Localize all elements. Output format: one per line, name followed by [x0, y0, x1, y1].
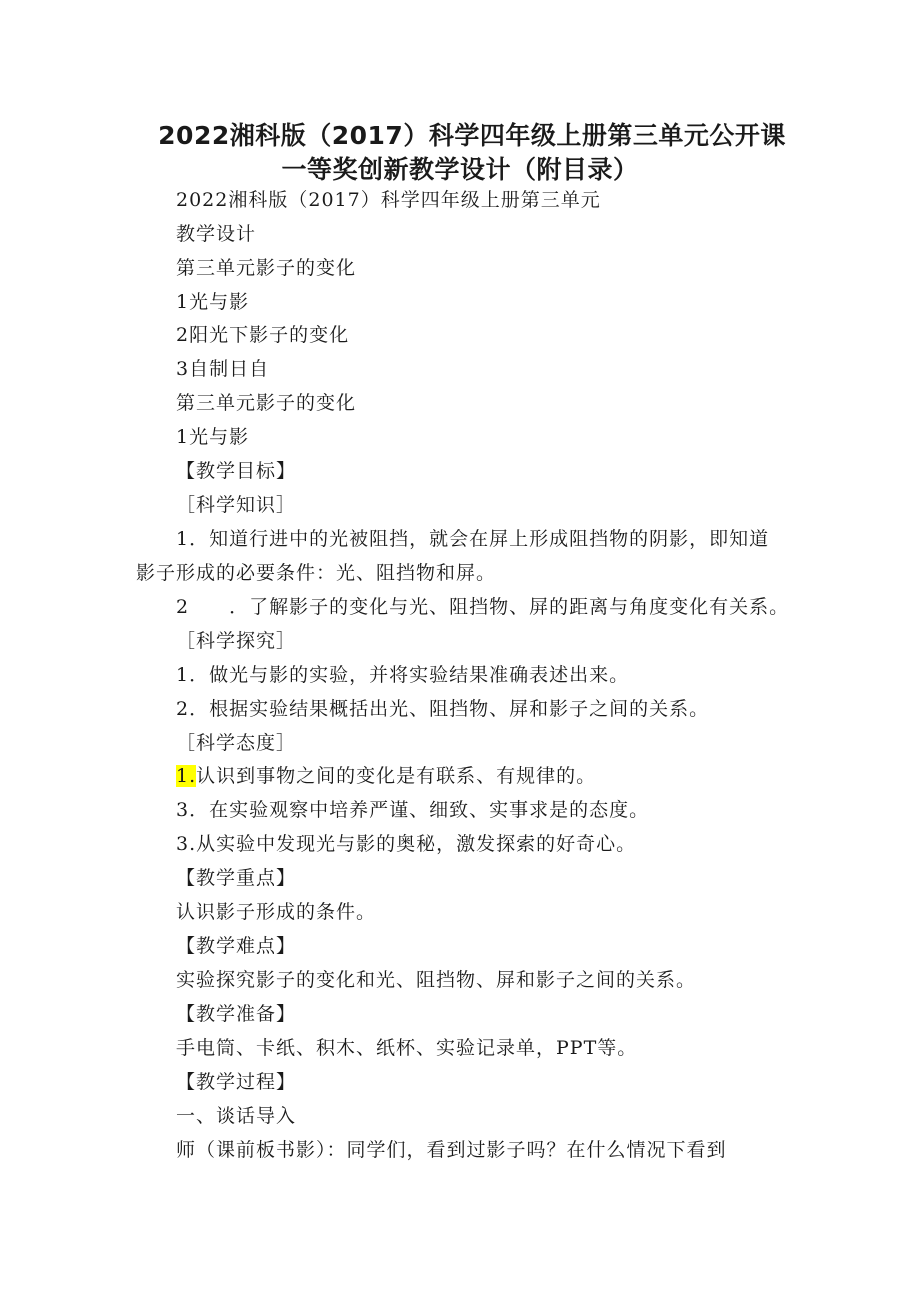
body-line: 2 ．了解影子的变化与光、阻挡物、屏的距离与角度变化有关系。 — [176, 596, 790, 618]
body-line: 教学设计 — [176, 223, 257, 245]
highlighted-line — [176, 764, 596, 788]
doc-title-line1: 2022湘科版（2017）科学四年级上册第三单元公开课 — [158, 121, 786, 150]
section-heading: 【教学过程】 — [176, 1071, 297, 1093]
body-line: 师（课前板书影）：同学们，看到过影子吗？在什么情况下看到 — [176, 1139, 727, 1161]
body-line: 1．做光与影的实验，并将实验结果准确表述出来。 — [176, 664, 630, 686]
body-line: 一、谈话导入 — [176, 1105, 297, 1127]
body-line: 3自制日自 — [176, 358, 270, 380]
body-line: 3．在实验观察中培养严谨、细致、实事求是的态度。 — [176, 799, 650, 821]
section-heading: 【教学目标】 — [176, 460, 297, 482]
body-line: 1光与影 — [176, 426, 250, 448]
body-line: 影子形成的必要条件：光、阻挡物和屏。 — [136, 562, 497, 584]
body-line: 认识影子形成的条件。 — [176, 901, 377, 923]
section-heading: 【教学重点】 — [176, 867, 297, 889]
subsection-heading: ［科学态度］ — [176, 732, 297, 754]
body-line: 1．知道行进中的光被阻挡，就会在屏上形成阻挡物的阴影，即知道 — [176, 528, 770, 550]
body-line: 2022湘科版（2017）科学四年级上册第三单元 — [176, 189, 601, 211]
body-line: 实验探究影子的变化和光、阻挡物、屏和影子之间的关系。 — [176, 969, 697, 991]
body-line: 手电筒、卡纸、积木、纸杯、实验记录单，PPT等。 — [176, 1037, 638, 1059]
body-text: 认识到事物之间的变化是有联系、有规律的。 — [196, 765, 597, 787]
doc-title-line2: 一等奖创新教学设计（附目录） — [281, 155, 639, 184]
body-line: 2阳光下影子的变化 — [176, 324, 350, 346]
body-line: 第三单元影子的变化 — [176, 392, 357, 414]
subsection-heading: ［科学探究］ — [176, 630, 297, 652]
section-heading: 【教学准备】 — [176, 1003, 297, 1025]
subsection-heading: ［科学知识］ — [176, 494, 297, 516]
body-line: 3.从实验中发现光与影的奥秘，激发探索的好奇心。 — [176, 833, 637, 855]
body-line: 2．根据实验结果概括出光、阻挡物、屏和影子之间的关系。 — [176, 698, 710, 720]
body-line: 第三单元影子的变化 — [176, 257, 357, 279]
section-heading: 【教学难点】 — [176, 935, 297, 957]
highlight-marker: 1. — [176, 765, 197, 787]
body-line: 1光与影 — [176, 291, 250, 313]
